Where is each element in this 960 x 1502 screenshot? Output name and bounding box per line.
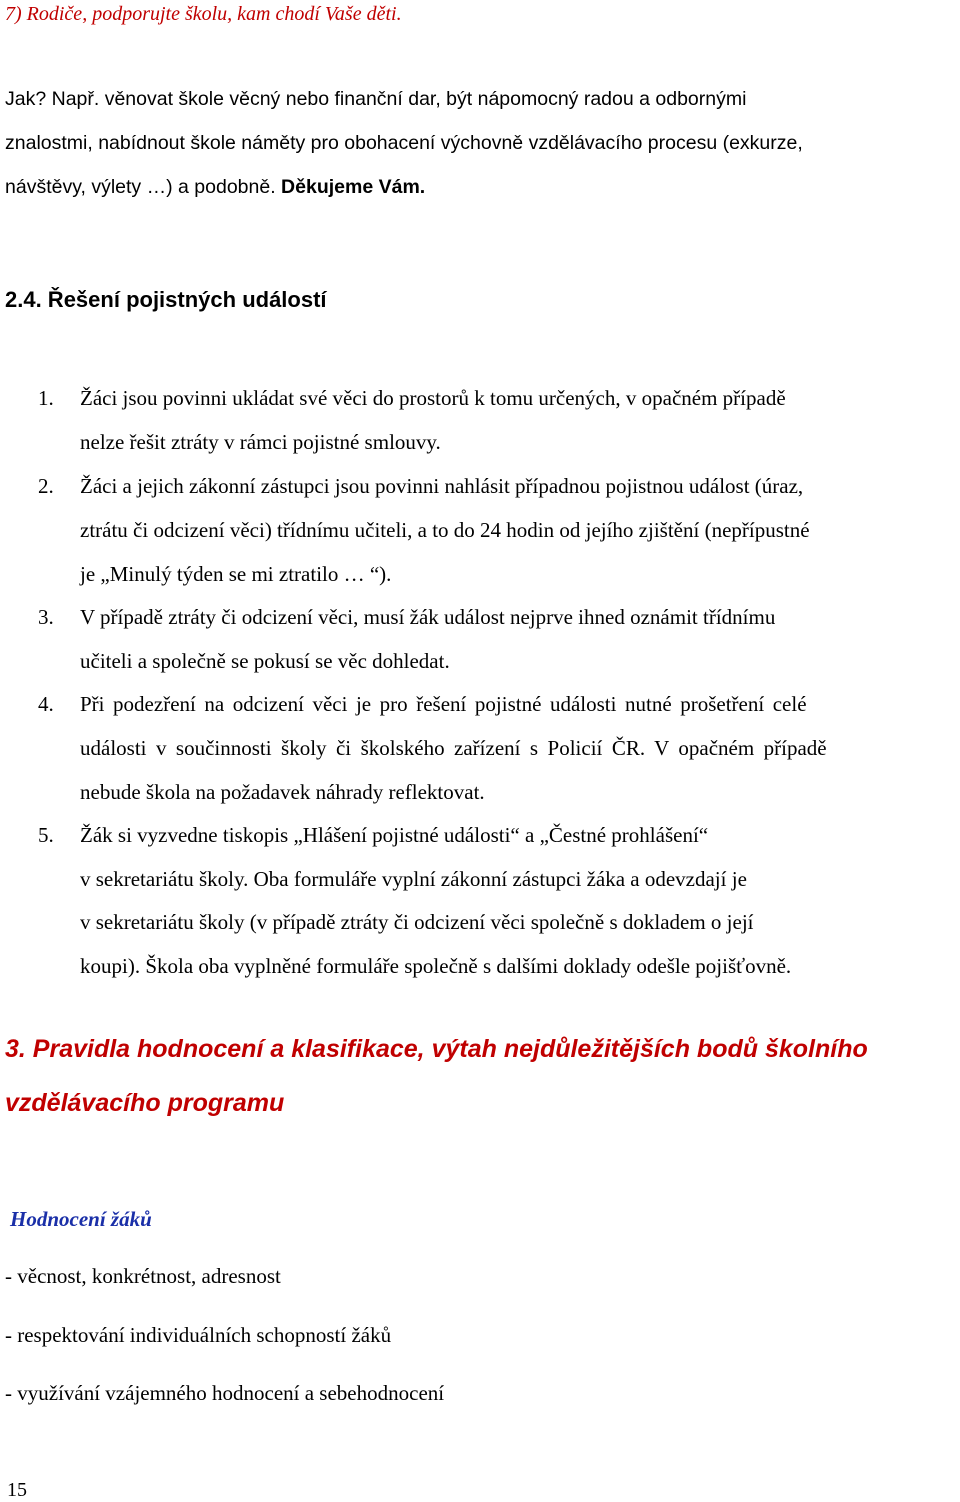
item-1-number: 1.	[38, 386, 54, 410]
item-5-line-2: v sekretariátu školy. Oba formuláře vyplní zákonní zástupci žáka a odevzdají je	[80, 867, 747, 891]
item-2-number: 2.	[38, 474, 54, 498]
bullet-item-2: - respektování individuálních schopností žáků	[5, 1323, 392, 1347]
section-7-line-2: znalostmi, nabídnout škole náměty pro obohacení výchovně vzdělávacího procesu (exkurze,	[5, 132, 803, 154]
item-4-line-1: Při podezření na odcizení věci je pro řešení pojistné události nutné prošetření celé	[80, 692, 807, 716]
item-3-line-2: učiteli a společně se pokusí se věc dohledat.	[80, 649, 450, 673]
item-5-line-3: v sekretariátu školy (v případě ztráty či odcizení věci společně s dokladem o její	[80, 910, 754, 934]
section-2-4-heading: 2.4. Řešení pojistných událostí	[5, 287, 327, 312]
item-5-line-1: Žák si vyzvedne tiskopis „Hlášení pojistné události“ a „Čestné prohlášení“	[80, 823, 709, 847]
item-4-line-3: nebude škola na požadavek náhrady reflektovat.	[80, 780, 485, 804]
item-4-number: 4.	[38, 692, 54, 716]
bullet-item-3: - využívání vzájemného hodnocení a sebehodnocení	[5, 1381, 445, 1405]
bullet-item-1: - věcnost, konkrétnost, adresnost	[5, 1264, 281, 1288]
item-5-line-4: koupi). Škola oba vyplněné formuláře společně s dalšími doklady odešle pojišťovně.	[80, 954, 792, 978]
section-7-line-3	[5, 178, 425, 198]
section-7-title: 7) Rodiče, podporujte školu, kam chodí Vaše děti.	[5, 3, 402, 25]
item-3-number: 3.	[38, 605, 54, 629]
item-5-number: 5.	[38, 823, 54, 847]
hodnoceni-heading: Hodnocení žáků	[10, 1207, 152, 1231]
item-3-line-1: V případě ztráty či odcizení věci, musí žák událost nejprve ihned oznámit třídnímu	[80, 605, 776, 629]
section-3-heading: 3. Pravidla hodnocení a klasifikace, výtah nejdůležitějších bodů školního vzdělávacího programu	[5, 1035, 868, 1117]
thanks-text: Děkujeme Vám.	[281, 176, 426, 198]
item-2-line-3: je „Minulý týden se mi ztratilo … “).	[80, 562, 392, 586]
item-4-line-2: události v součinnosti školy či školského zařízení s Policií ČR. V opačném případě	[80, 736, 827, 760]
item-2-line-1: Žáci a jejich zákonní zástupci jsou povinni nahlásit případnou pojistnou událost (úraz,	[80, 474, 804, 498]
item-1-line-2: nelze řešit ztráty v rámci pojistné smlouvy.	[80, 430, 441, 454]
page-number: 15	[7, 1479, 27, 1501]
section-7-line-3-text: návštěvy, výlety …) a podobně.	[5, 176, 276, 198]
section-7-line-1: Jak? Např. věnovat škole věcný nebo finanční dar, být nápomocný radou a odbornými	[5, 88, 747, 110]
item-1-line-1: Žáci jsou povinni ukládat své věci do prostorů k tomu určených, v opačném případě	[80, 386, 786, 410]
item-2-line-2: ztrátu či odcizení věci) třídnímu učiteli, a to do 24 hodin od jejího zjištění (nepřípustné	[80, 518, 810, 542]
